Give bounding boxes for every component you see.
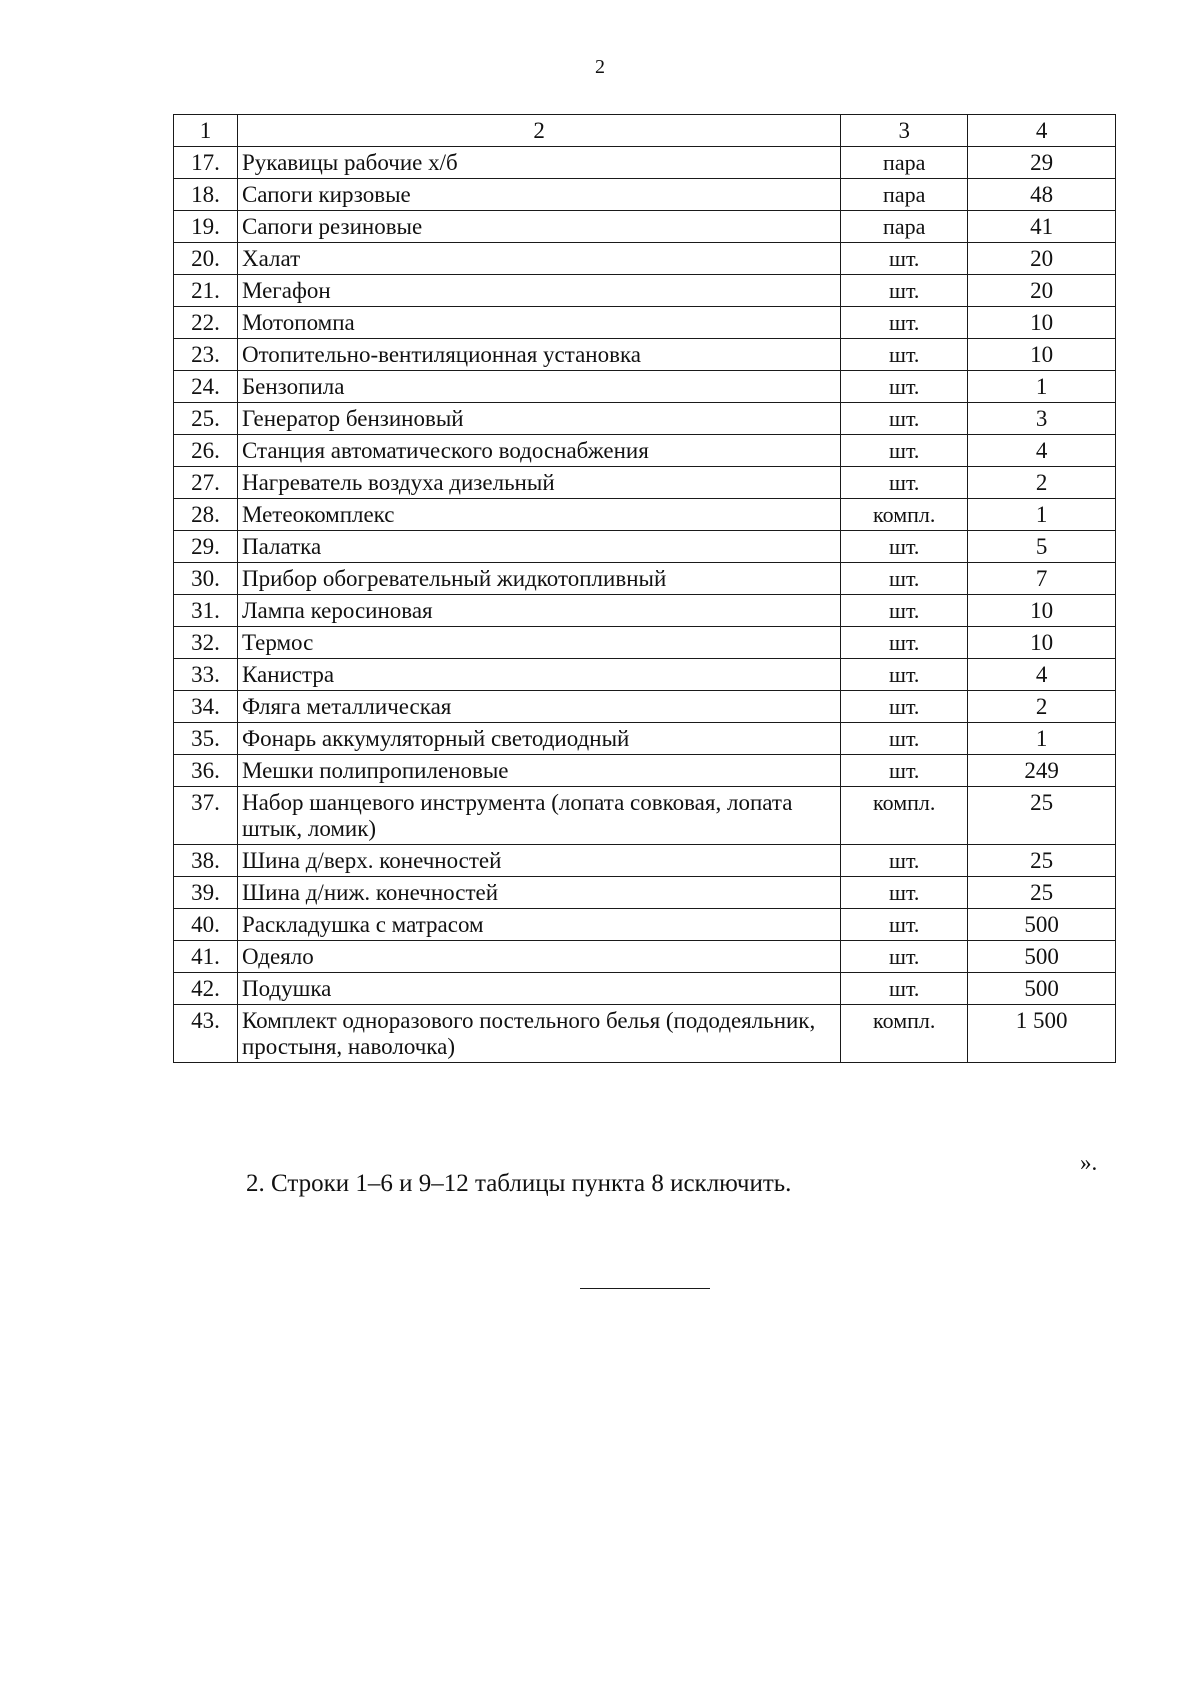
- unit-of-measure: шт.: [841, 467, 968, 499]
- table-row: [174, 877, 1116, 909]
- item-name: Набор шанцевого инструмента (лопата совковая, лопата штык, ломик): [237, 787, 840, 845]
- quantity: 2: [968, 467, 1116, 499]
- quantity: 500: [968, 973, 1116, 1005]
- item-name: Лампа керосиновая: [237, 595, 840, 627]
- row-number: 28.: [174, 499, 238, 531]
- quantity: 249: [968, 755, 1116, 787]
- unit-of-measure: шт.: [841, 371, 968, 403]
- row-number: 23.: [174, 339, 238, 371]
- item-name: Генератор бензиновый: [237, 403, 840, 435]
- unit-of-measure: шт.: [841, 243, 968, 275]
- quantity: 1: [968, 723, 1116, 755]
- table-row: [174, 499, 1116, 531]
- table-row: [174, 243, 1116, 275]
- table-row: [174, 371, 1116, 403]
- table-row: [174, 723, 1116, 755]
- table-row: [174, 845, 1116, 877]
- quantity: 7: [968, 563, 1116, 595]
- row-number: 42.: [174, 973, 238, 1005]
- row-number: 38.: [174, 845, 238, 877]
- unit-of-measure: компл.: [841, 787, 968, 845]
- amendment-note: 2. Строки 1–6 и 9–12 таблицы пункта 8 исключить.: [246, 1170, 792, 1197]
- row-number: 17.: [174, 147, 238, 179]
- unit-of-measure: шт.: [841, 275, 968, 307]
- row-number: 27.: [174, 467, 238, 499]
- unit-of-measure: шт.: [841, 973, 968, 1005]
- unit-of-measure: шт.: [841, 723, 968, 755]
- quantity: 20: [968, 275, 1116, 307]
- row-number: 22.: [174, 307, 238, 339]
- unit-of-measure: пара: [841, 179, 968, 211]
- table-row: [174, 691, 1116, 723]
- unit-of-measure: шт.: [841, 909, 968, 941]
- quantity: 29: [968, 147, 1116, 179]
- table-row: [174, 307, 1116, 339]
- item-name: Фляга металлическая: [237, 691, 840, 723]
- unit-of-measure: шт.: [841, 435, 968, 467]
- table-row: [174, 941, 1116, 973]
- item-name: Мегафон: [237, 275, 840, 307]
- item-name: Термос: [237, 627, 840, 659]
- item-name: Метеокомплекс: [237, 499, 840, 531]
- table-row: [174, 787, 1116, 845]
- item-name: Подушка: [237, 973, 840, 1005]
- quantity: 500: [968, 909, 1116, 941]
- unit-of-measure: шт.: [841, 531, 968, 563]
- quantity: 10: [968, 627, 1116, 659]
- closing-quote: ».: [1080, 1150, 1098, 1175]
- unit-of-measure: компл.: [841, 1005, 968, 1063]
- unit-of-measure: шт.: [841, 691, 968, 723]
- equipment-table: [173, 114, 1116, 1063]
- unit-of-measure: пара: [841, 211, 968, 243]
- unit-of-measure: шт.: [841, 659, 968, 691]
- item-name: Мотопомпа: [237, 307, 840, 339]
- row-number: 35.: [174, 723, 238, 755]
- table-header-row: [174, 115, 1116, 147]
- header-cell-3: 3: [841, 115, 968, 147]
- row-number: 41.: [174, 941, 238, 973]
- unit-of-measure: шт.: [841, 845, 968, 877]
- quantity: 500: [968, 941, 1116, 973]
- unit-of-measure: шт.: [841, 595, 968, 627]
- quantity: 4: [968, 659, 1116, 691]
- row-number: 20.: [174, 243, 238, 275]
- table-row: [174, 563, 1116, 595]
- row-number: 19.: [174, 211, 238, 243]
- unit-of-measure: пара: [841, 147, 968, 179]
- item-name: Станция автоматического водоснабжения: [237, 435, 840, 467]
- quantity: 48: [968, 179, 1116, 211]
- unit-of-measure: шт.: [841, 339, 968, 371]
- item-name: Прибор обогревательный жидкотопливный: [237, 563, 840, 595]
- item-name: Отопительно-вентиляционная установка: [237, 339, 840, 371]
- table-row: [174, 909, 1116, 941]
- table-row: [174, 467, 1116, 499]
- row-number: 31.: [174, 595, 238, 627]
- quantity: 1 500: [968, 1005, 1116, 1063]
- row-number: 32.: [174, 627, 238, 659]
- row-number: 39.: [174, 877, 238, 909]
- item-name: Шина д/ниж. конечностей: [237, 877, 840, 909]
- table-row: [174, 211, 1116, 243]
- item-name: Шина д/верх. конечностей: [237, 845, 840, 877]
- quantity: 2: [968, 691, 1116, 723]
- item-name: Халат: [237, 243, 840, 275]
- unit-of-measure: шт.: [841, 755, 968, 787]
- table-row: [174, 147, 1116, 179]
- table-row: [174, 339, 1116, 371]
- row-number: 30.: [174, 563, 238, 595]
- table-row: [174, 973, 1116, 1005]
- quantity: 10: [968, 595, 1116, 627]
- quantity: 10: [968, 307, 1116, 339]
- item-name: Сапоги кирзовые: [237, 179, 840, 211]
- quantity: 25: [968, 877, 1116, 909]
- item-name: Одеяло: [237, 941, 840, 973]
- table-body: [174, 115, 1116, 1063]
- quantity: 41: [968, 211, 1116, 243]
- table-row: [174, 403, 1116, 435]
- row-number: 33.: [174, 659, 238, 691]
- unit-of-measure: шт.: [841, 403, 968, 435]
- quantity: 25: [968, 787, 1116, 845]
- unit-of-measure: шт.: [841, 877, 968, 909]
- table-row: [174, 1005, 1116, 1063]
- row-number: 18.: [174, 179, 238, 211]
- table-row: [174, 531, 1116, 563]
- table-row: [174, 755, 1116, 787]
- row-number: 25.: [174, 403, 238, 435]
- row-number: 36.: [174, 755, 238, 787]
- row-number: 24.: [174, 371, 238, 403]
- item-name: Комплект одноразового постельного белья (пододеяльник, простыня, наволочка): [237, 1005, 840, 1063]
- table-row: [174, 179, 1116, 211]
- row-number: 37.: [174, 787, 238, 845]
- header-cell-1: 1: [174, 115, 238, 147]
- quantity: 5: [968, 531, 1116, 563]
- unit-of-measure: шт.: [841, 627, 968, 659]
- quantity: 4: [968, 435, 1116, 467]
- end-divider-line: [580, 1288, 710, 1289]
- table-row: [174, 275, 1116, 307]
- row-number: 21.: [174, 275, 238, 307]
- quantity: 25: [968, 845, 1116, 877]
- quantity: 10: [968, 339, 1116, 371]
- item-name: Раскладушка с матрасом: [237, 909, 840, 941]
- quantity: 1: [968, 371, 1116, 403]
- table-row: [174, 627, 1116, 659]
- row-number: 29.: [174, 531, 238, 563]
- table-row: [174, 659, 1116, 691]
- unit-of-measure: шт.: [841, 941, 968, 973]
- item-name: Сапоги резиновые: [237, 211, 840, 243]
- header-cell-4: 4: [968, 115, 1116, 147]
- row-number: 40.: [174, 909, 238, 941]
- item-name: Палатка: [237, 531, 840, 563]
- quantity: 3: [968, 403, 1116, 435]
- table-row: [174, 435, 1116, 467]
- row-number: 43.: [174, 1005, 238, 1063]
- row-number: 34.: [174, 691, 238, 723]
- unit-of-measure: компл.: [841, 499, 968, 531]
- header-cell-2: 2: [237, 115, 840, 147]
- row-number: 26.: [174, 435, 238, 467]
- unit-of-measure: шт.: [841, 563, 968, 595]
- unit-of-measure: шт.: [841, 307, 968, 339]
- item-name: Фонарь аккумуляторный светодиодный: [237, 723, 840, 755]
- item-name: Канистра: [237, 659, 840, 691]
- quantity: 20: [968, 243, 1116, 275]
- item-name: Бензопила: [237, 371, 840, 403]
- item-name: Мешки полипропиленовые: [237, 755, 840, 787]
- item-name: Рукавицы рабочие х/б: [237, 147, 840, 179]
- page-number: 2: [595, 56, 605, 78]
- table-row: [174, 595, 1116, 627]
- item-name: Нагреватель воздуха дизельный: [237, 467, 840, 499]
- quantity: 1: [968, 499, 1116, 531]
